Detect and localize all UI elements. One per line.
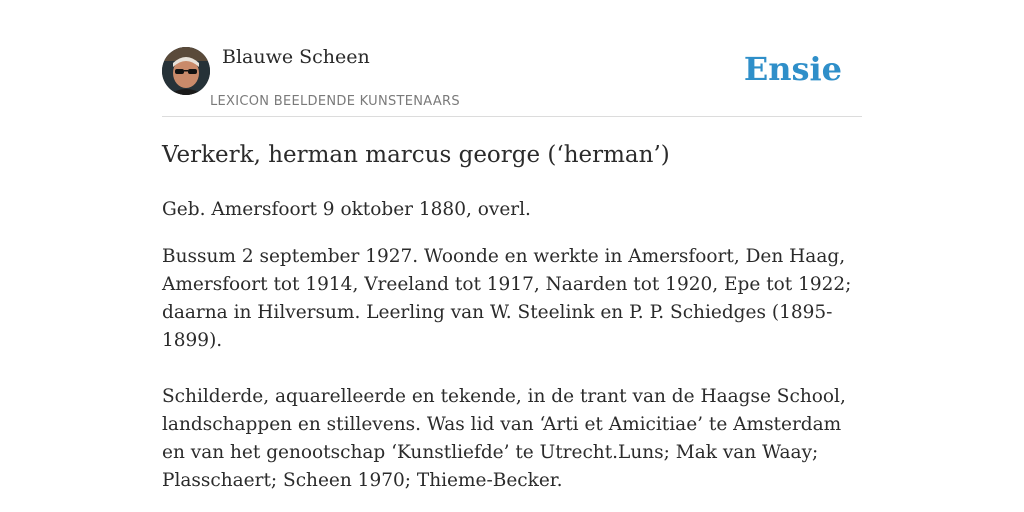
article-title: Verkerk, herman marcus george (‘herman’): [162, 142, 670, 168]
author-avatar[interactable]: [162, 47, 210, 95]
article-paragraph: Bussum 2 september 1927. Woonde en werkte in Amersfoort, Den Haag, Amersfoort tot 1914, Vreeland tot 1917, Naarden tot 1920, Epe tot 1922; daarna in Hilversum. Leerling van W. Steelink en P. P. Schiedges (1895-1899).: [162, 246, 852, 351]
author-name-link[interactable]: Blauwe Scheen: [222, 46, 370, 68]
header: [162, 44, 862, 117]
ensie-logo-link[interactable]: Ensie: [743, 50, 842, 88]
lexicon-subtitle: LEXICON BEELDENDE KUNSTENAARS: [210, 94, 460, 109]
article-paragraph: Schilderde, aquarelleerde en tekende, in de trant van de Haagse School, landschappen en stillevens. Was lid van ‘Arti et Amicitiae’ te Amsterdam en van het genootschap ‘Kunstliefde’ te Utrecht.Luns; Mak van Waay; Plasschaert; Scheen 1970; Thieme-Becker.: [162, 386, 846, 491]
article-paragraph: Geb. Amersfoort 9 oktober 1880, overl.: [162, 199, 531, 220]
avatar-photo-icon: [162, 47, 210, 95]
article-content: [162, 138, 862, 495]
